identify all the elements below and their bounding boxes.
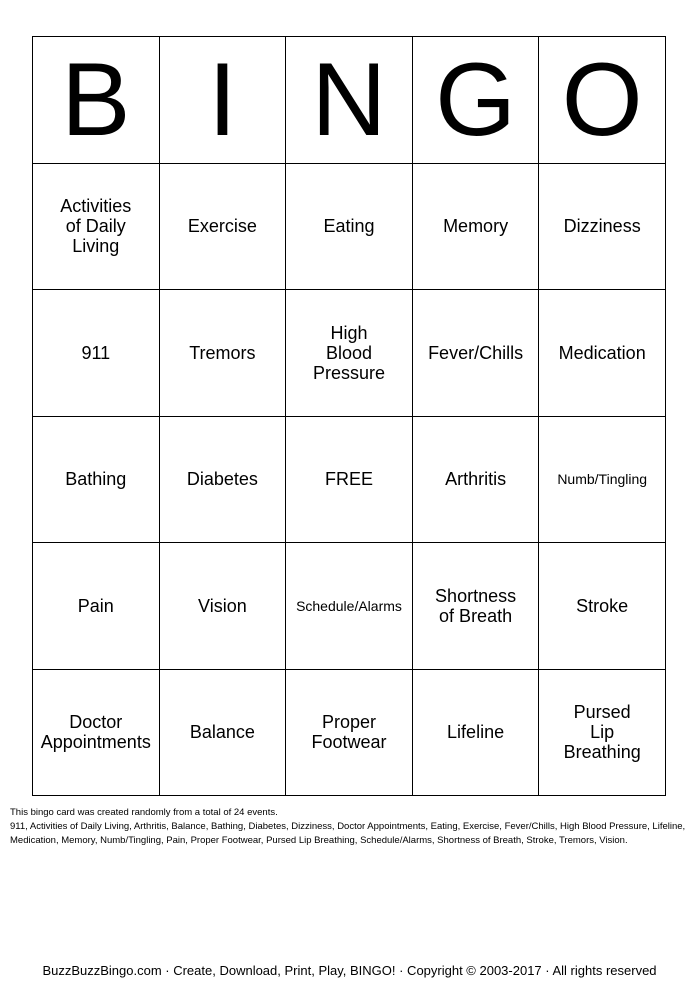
bingo-cell-label: Tremors bbox=[189, 342, 256, 363]
bingo-cell-label: Lifeline bbox=[447, 722, 505, 743]
page-footer: BuzzBuzzBingo.com · Create, Download, Print, Play, BINGO! · Copyright © 2003-2017 · All rights reserved bbox=[42, 963, 657, 978]
bingo-cell bbox=[33, 290, 160, 417]
header-letter-i: I bbox=[159, 37, 286, 164]
bingo-cell bbox=[539, 163, 666, 290]
bingo-cell-label: Vision bbox=[198, 595, 247, 616]
card-row bbox=[33, 669, 666, 796]
bingo-cell bbox=[412, 163, 539, 290]
card-footnote bbox=[10, 806, 690, 848]
bingo-cell bbox=[33, 163, 160, 290]
bingo-cell-label: Bathing bbox=[65, 469, 127, 490]
card-row bbox=[33, 163, 666, 290]
bingo-cell bbox=[159, 163, 286, 290]
bingo-cell-label: Arthritis bbox=[445, 469, 507, 490]
header-letter-b: B bbox=[33, 37, 160, 164]
bingo-cell bbox=[286, 669, 413, 796]
bingo-cell-label: Stroke bbox=[576, 595, 629, 616]
bingo-cell bbox=[412, 669, 539, 796]
bingo-cell bbox=[159, 290, 286, 417]
footnote-intro: This bingo card was created randomly from a total of 24 events. bbox=[10, 807, 278, 818]
header-letter-g: G bbox=[412, 37, 539, 164]
bingo-cell bbox=[412, 290, 539, 417]
bingo-cell-label: Pursed Lip Breathing bbox=[563, 702, 641, 763]
bingo-cell bbox=[33, 543, 160, 670]
bingo-cell-label: Schedule/Alarms bbox=[296, 597, 402, 614]
bingo-cell-label: Activities of Daily Living bbox=[60, 196, 132, 257]
bingo-cell bbox=[286, 290, 413, 417]
bingo-cell bbox=[539, 290, 666, 417]
header-letter-o: O bbox=[539, 37, 666, 164]
bingo-cell-label: Medication bbox=[558, 342, 646, 363]
bingo-cell bbox=[412, 416, 539, 543]
bingo-cell bbox=[286, 163, 413, 290]
bingo-cell-label: Fever/Chills bbox=[428, 342, 524, 363]
bingo-cell-label: Exercise bbox=[187, 216, 257, 237]
footnote-events: 911, Activities of Daily Living, Arthritis, Balance, Bathing, Diabetes, Dizziness, Doctor Appointments, Eating, Exercise, Fever/Chills, High Blood Pressure, Lifeline, Medication, Memory, Numb/Tingling, Pain, Proper Footwear, Pursed Lip Breathing, Schedule/Alarms, Shortness of Breath, Stroke, Tremors, Vision. bbox=[10, 821, 686, 846]
bingo-cell bbox=[286, 543, 413, 670]
bingo-cell-label: 911 bbox=[81, 342, 111, 363]
bingo-cell-label: Dizziness bbox=[563, 216, 641, 237]
card-row bbox=[33, 290, 666, 417]
bingo-card bbox=[32, 36, 666, 796]
bingo-cell bbox=[159, 416, 286, 543]
bingo-cell bbox=[33, 669, 160, 796]
bingo-cell-label: High Blood Pressure bbox=[312, 322, 385, 383]
header-row bbox=[33, 37, 666, 164]
card-row bbox=[33, 416, 666, 543]
bingo-cell bbox=[412, 543, 539, 670]
bingo-cell bbox=[539, 543, 666, 670]
bingo-cell-label: FREE bbox=[324, 469, 373, 490]
card-row bbox=[33, 543, 666, 670]
bingo-cell bbox=[539, 416, 666, 543]
bingo-cell-label: Diabetes bbox=[186, 469, 258, 490]
bingo-cell bbox=[539, 669, 666, 796]
bingo-cell-label: Shortness of Breath bbox=[435, 585, 517, 626]
header-letter-n: N bbox=[286, 37, 413, 164]
bingo-cell-label: Proper Footwear bbox=[311, 712, 387, 753]
bingo-cell bbox=[33, 416, 160, 543]
bingo-cell bbox=[159, 669, 286, 796]
bingo-cell-label: Eating bbox=[323, 216, 375, 237]
bingo-cell-label: Doctor Appointments bbox=[40, 712, 151, 753]
bingo-cell bbox=[159, 543, 286, 670]
bingo-cell bbox=[286, 416, 413, 543]
bingo-cell-label: Memory bbox=[443, 216, 509, 237]
bingo-cell-label: Numb/Tingling bbox=[557, 471, 648, 488]
bingo-cell-label: Pain bbox=[77, 595, 114, 616]
bingo-cell-label: Balance bbox=[189, 722, 255, 743]
